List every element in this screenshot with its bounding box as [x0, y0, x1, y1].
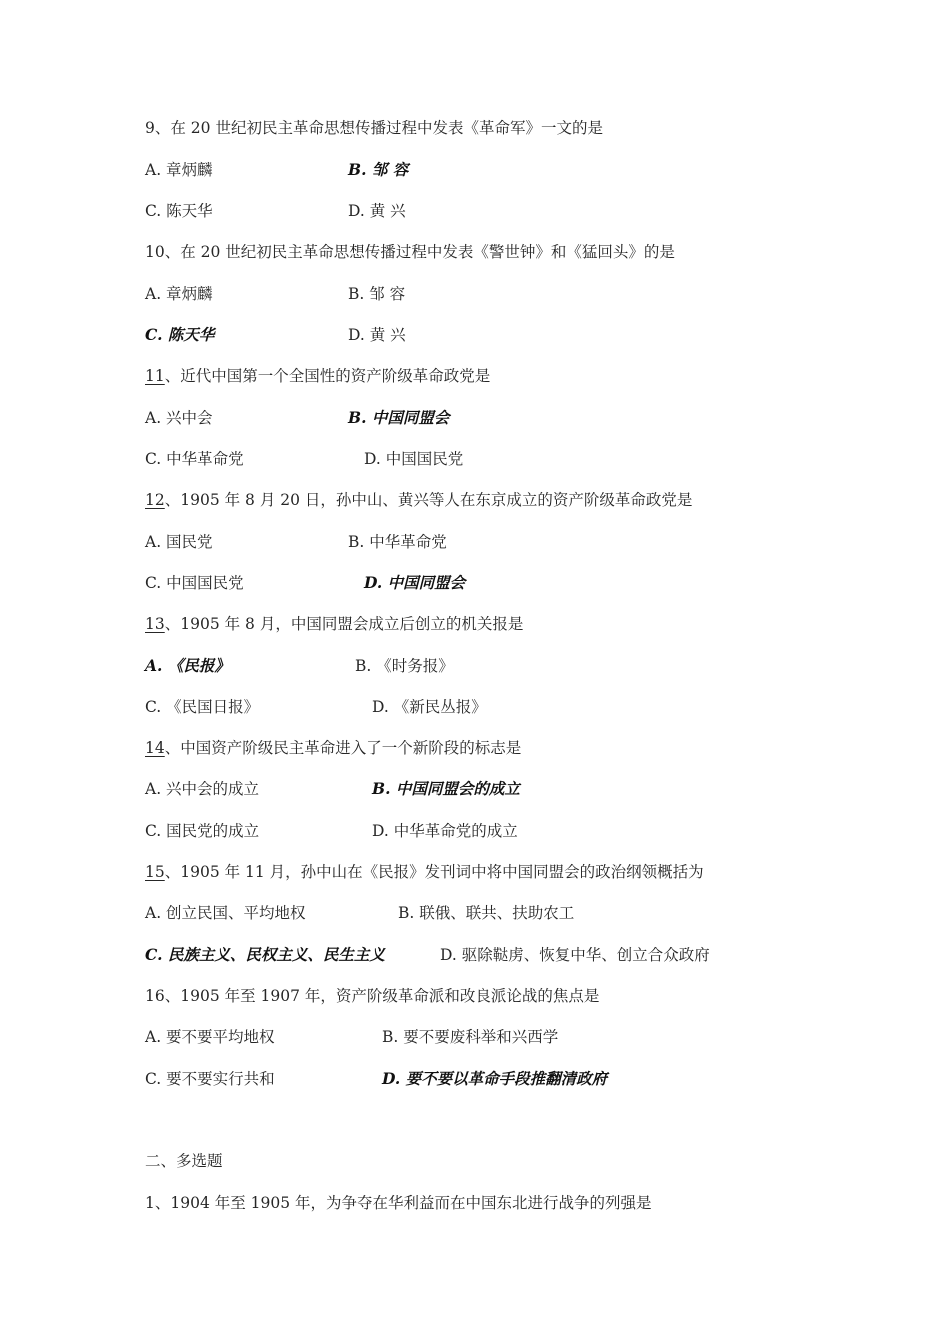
question-11: [145, 366, 490, 386]
question-9: [145, 118, 603, 138]
option-d-answer: D. 中国同盟会: [364, 573, 466, 592]
option-a: A. 章炳麟: [145, 161, 213, 179]
question-12: [145, 490, 692, 510]
option-a: A. 国民党: [145, 533, 213, 551]
question-multi-1: 1、1904 年至 1905 年，为争夺在华利益而在中国东北进行战争的列强是: [145, 1194, 652, 1212]
question-number: 10: [145, 243, 165, 261]
question-number: 9: [145, 119, 155, 137]
option-c: C. 中华革命党: [145, 450, 244, 468]
option-d: D. 黄 兴: [348, 202, 406, 220]
option-a: A. 要不要平均地权: [145, 1028, 275, 1046]
option-c-answer: C. 陈天华: [145, 325, 215, 344]
option-c: C. 中国国民党: [145, 574, 244, 592]
option-b: B. 邹 容: [348, 285, 406, 303]
question-13: [145, 614, 523, 634]
option-d: D. 中国国民党: [364, 450, 464, 468]
question-text: 、1905 年至 1907 年，资产阶级革命派和改良派论战的焦点是: [164, 987, 600, 1005]
question-14: [145, 738, 521, 758]
option-d: D. 驱除鞑虏、恢复中华、创立合众政府: [440, 946, 710, 964]
option-a: A. 章炳麟: [145, 285, 213, 303]
option-c-answer: C. 民族主义、民权主义、民生主义: [145, 945, 385, 964]
option-a: A. 创立民国、平均地权: [145, 904, 306, 922]
question-text: 、1905 年 8 月 20 日，孙中山、黄兴等人在东京成立的资产阶级革命政党是: [164, 491, 693, 509]
option-a: A. 兴中会的成立: [145, 780, 260, 798]
option-d-answer: D. 要不要以革命手段推翻清政府: [382, 1069, 608, 1088]
option-d: D. 黄 兴: [348, 326, 406, 344]
question-number: 12: [145, 491, 165, 509]
option-d: D. 中华革命党的成立: [372, 822, 518, 840]
question-10: [145, 242, 675, 262]
question-number: 14: [145, 739, 165, 757]
question-number: 15: [145, 863, 165, 881]
question-text: 、在 20 世纪初民主革命思想传播过程中发表《警世钟》和《猛回头》的是: [164, 243, 675, 261]
option-b: B. 联俄、联共、扶助农工: [398, 904, 575, 922]
option-a-answer: A. 《民报》: [145, 656, 230, 675]
option-c: C. 要不要实行共和: [145, 1070, 275, 1088]
option-b: B. 中华革命党: [348, 533, 447, 551]
option-a: A. 兴中会: [145, 409, 213, 427]
question-15: [145, 862, 704, 882]
option-b-answer: B. 中国同盟会: [348, 408, 450, 427]
question-text: 、1905 年 11 月，孙中山在《民报》发刊词中将中国同盟会的政治纲领概括为: [164, 863, 704, 881]
question-text: 、中国资产阶级民主革命进入了一个新阶段的标志是: [164, 739, 522, 757]
question-number: 13: [145, 615, 165, 633]
option-b-answer: B. 邹 容: [348, 160, 409, 179]
option-d: D. 《新民丛报》: [372, 698, 487, 716]
question-number: 16: [145, 987, 165, 1005]
question-16: [145, 986, 599, 1006]
option-c: C. 《民国日报》: [145, 698, 260, 716]
option-b-answer: B. 中国同盟会的成立: [372, 779, 520, 798]
option-c: C. 国民党的成立: [145, 822, 260, 840]
option-b: B. 《时务报》: [355, 657, 454, 675]
section-heading: 二、多选题: [145, 1152, 223, 1170]
question-text: 、在 20 世纪初民主革命思想传播过程中发表《革命军》一文的是: [154, 119, 603, 137]
question-text: 、近代中国第一个全国性的资产阶级革命政党是: [164, 367, 491, 385]
option-b: B. 要不要废科举和兴西学: [382, 1028, 559, 1046]
question-number: 11: [145, 367, 165, 385]
question-text: 、1905 年 8 月，中国同盟会成立后创立的机关报是: [164, 615, 524, 633]
option-c: C. 陈天华: [145, 202, 213, 220]
